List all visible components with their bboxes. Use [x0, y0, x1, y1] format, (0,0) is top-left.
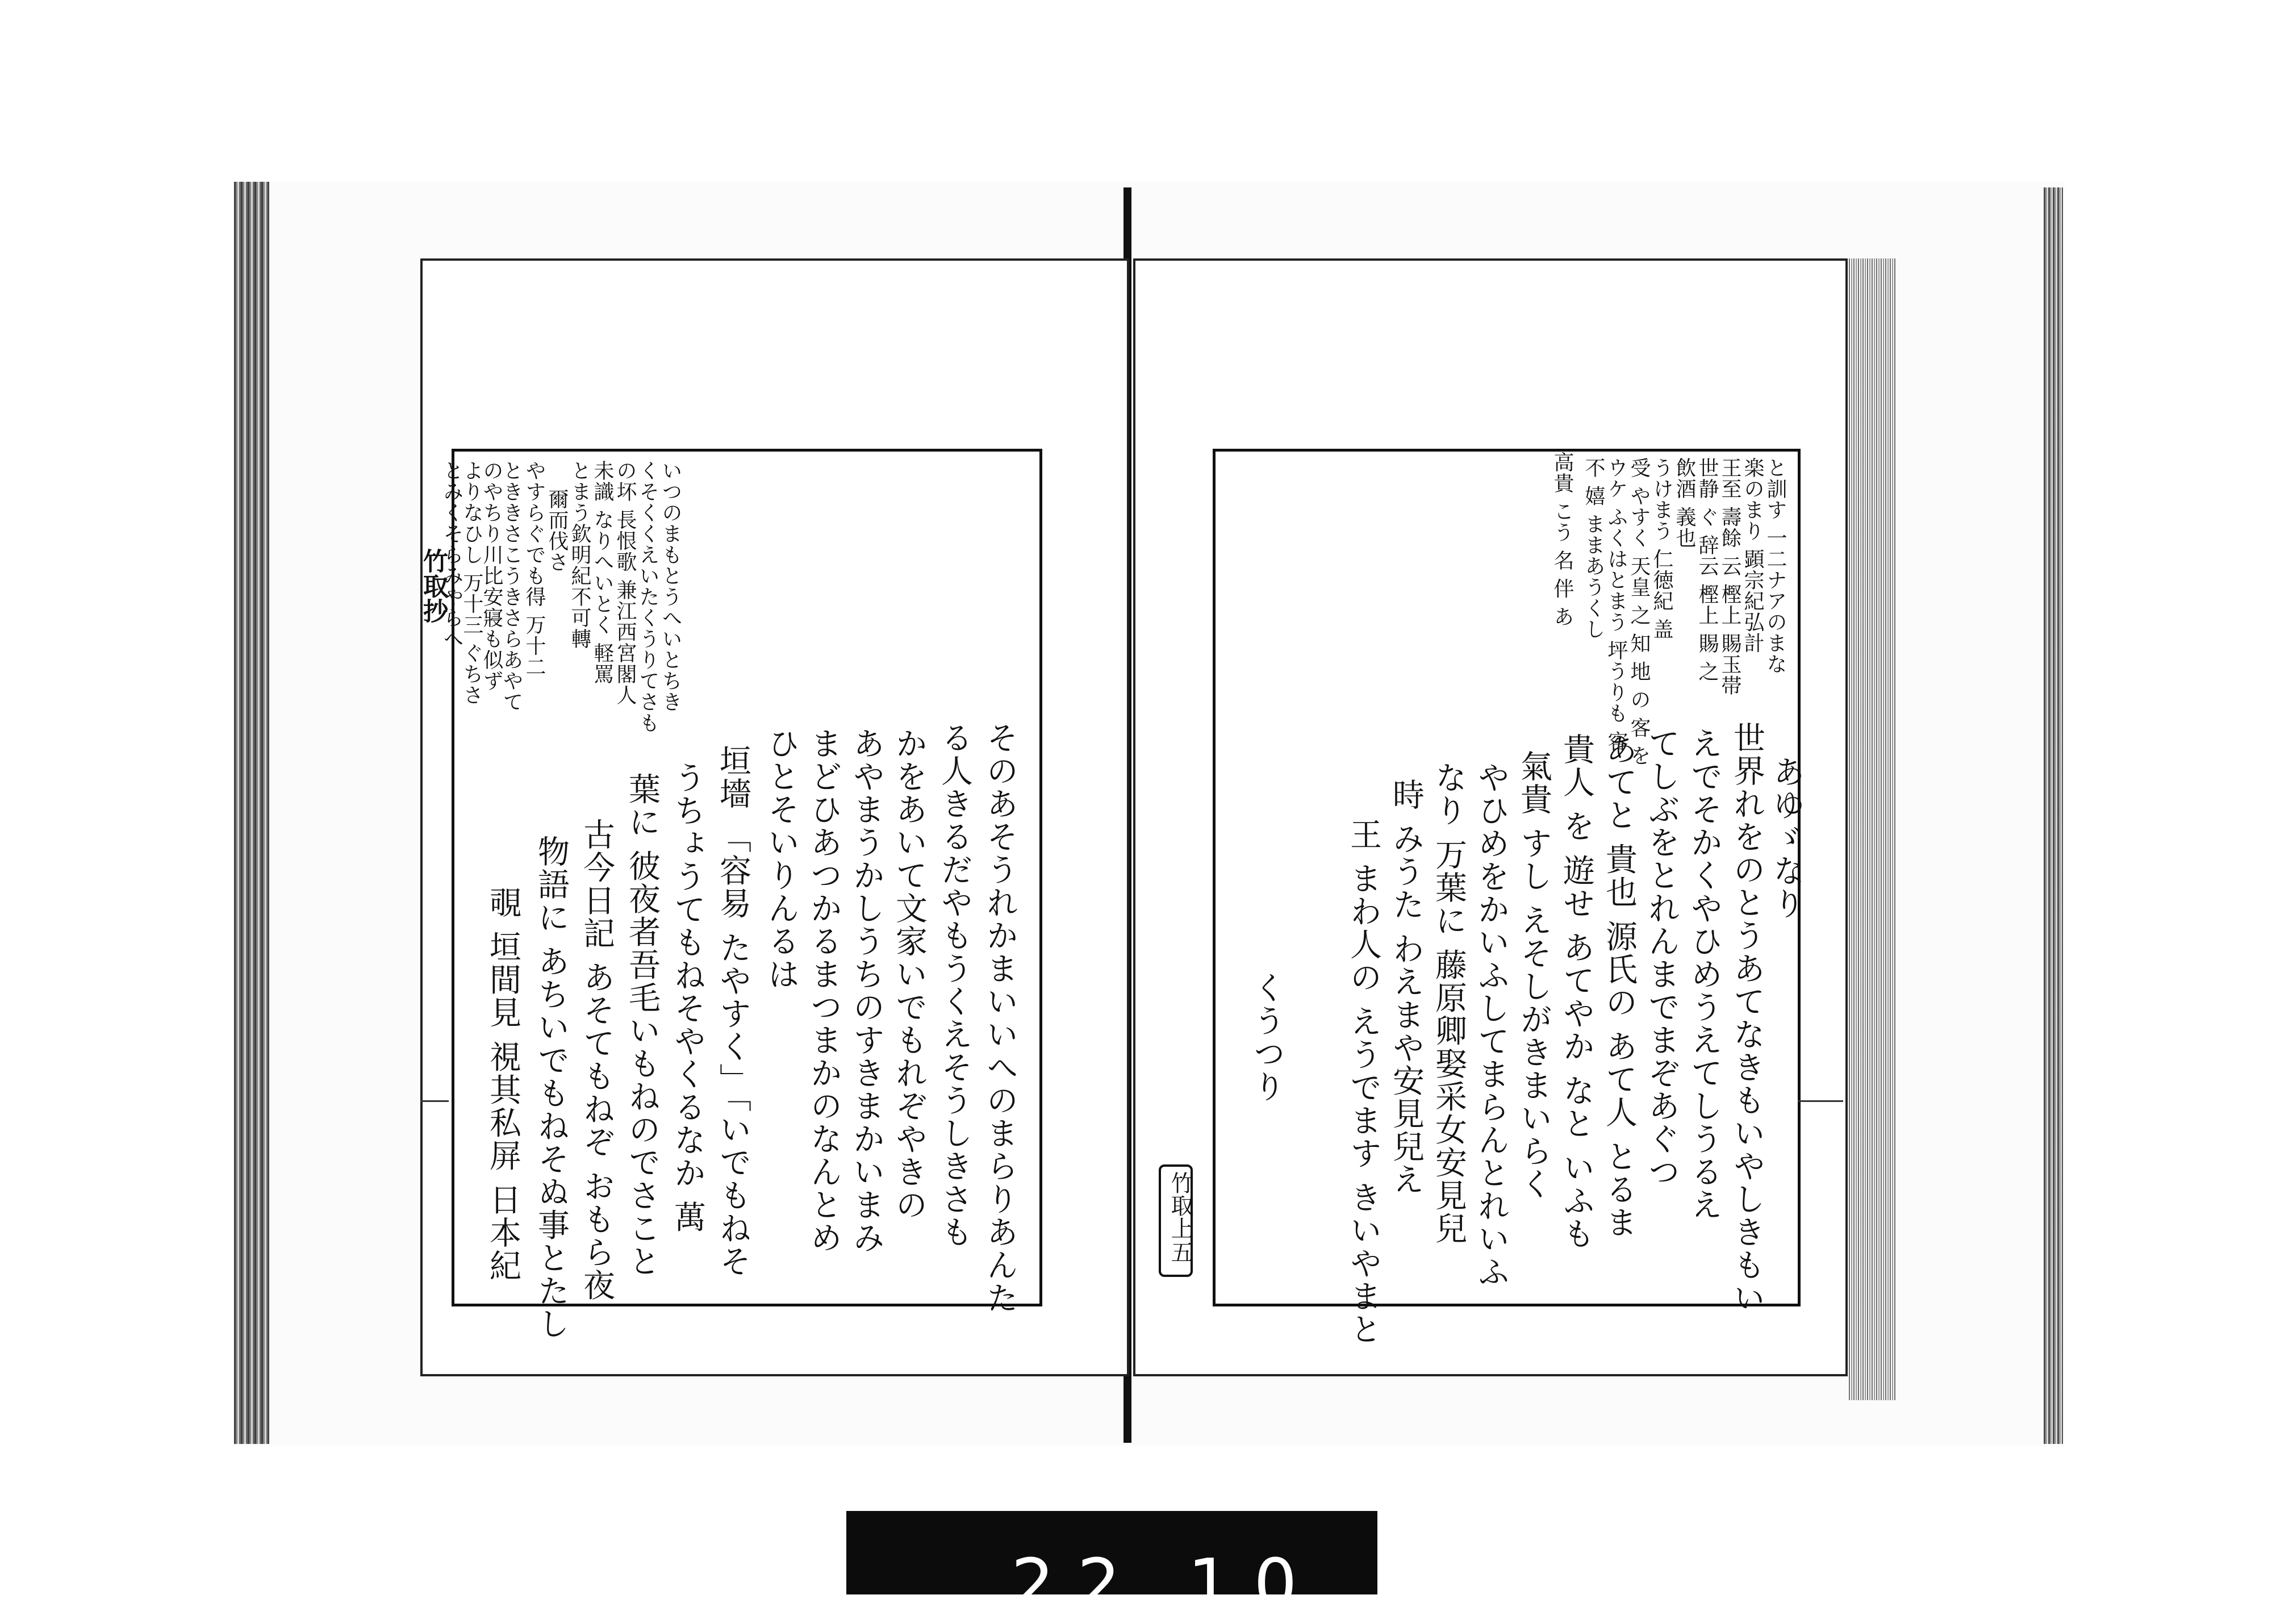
- right-note-line: ウケ ふくはとまう 坪うりも 容: [1605, 457, 1628, 752]
- left-note-line: くそくくえいたくうりてさも: [636, 460, 659, 733]
- page-fore-edge: [1849, 258, 1895, 1400]
- right-main-line: あゆゞなり: [1768, 755, 1805, 920]
- right-main-line: 時 みうた わえまや安見兒え: [1388, 778, 1425, 1196]
- left-note-line: いつのまもとうへいとちき: [659, 460, 682, 712]
- right-main-line: 世界れをのとうあてなきもいやしきもい: [1728, 721, 1765, 1314]
- right-note-line: 高貴 こう 名 伴 あ: [1551, 452, 1574, 627]
- left-main-line: あやまうかしうちのすきまかいまみ: [848, 727, 885, 1254]
- right-note-line: 飲酒 義也: [1673, 457, 1696, 549]
- left-main-line: 覗 垣間見 視其私屏 日本紀: [485, 886, 521, 1283]
- left-main-line: かをあいて文家いでもれぞやきの: [891, 727, 928, 1221]
- right-margin-mark: [1798, 1100, 1843, 1102]
- left-margin-mark: [420, 1100, 449, 1102]
- left-note-line: 未識 なりへいとく 軽罵: [591, 460, 614, 684]
- left-main-line: る人きるだやもうくえそうしきさも: [936, 721, 973, 1249]
- right-main-line: えでそかくやひめうえてしうるえ: [1686, 727, 1723, 1221]
- left-header-label: 竹取抄: [419, 548, 448, 623]
- left-main-line: ひとそいりんるは: [763, 727, 800, 991]
- left-main-line: 葉に 彼夜者吾毛いもねのでさこと: [624, 773, 661, 1278]
- left-note-line: とみくそらみやらへ: [440, 460, 463, 649]
- scan-label-bar: [846, 1511, 1377, 1624]
- left-main-line: 古今日記 あそてもねぞ おもら夜: [578, 818, 615, 1302]
- right-note-line: 世静 ぐ 辞云 樫上 賜 之: [1695, 457, 1719, 682]
- right-main-line: てしぶをとれんまでまぞあぐつ: [1643, 727, 1680, 1188]
- left-note-line: とききさこうきさらあやて: [500, 460, 523, 712]
- left-main-line: そのあそうれかまいいへのまらりあんた: [982, 721, 1018, 1314]
- left-note-line: 爾而伐さ: [545, 489, 569, 573]
- right-main-line: 王 まわ人の えうでます きいやまと: [1345, 818, 1382, 1346]
- right-note-line: と訓す 一二ナアのまな: [1764, 457, 1787, 675]
- right-scan-edge: [2044, 187, 2063, 1444]
- left-note-line: のやちり川比安寢も似ず: [480, 460, 503, 691]
- right-main-line: やひめをかいふしてまらんとれいふ: [1473, 761, 1510, 1288]
- left-main-line: 物語に あちいでもねそぬ事とたし: [533, 835, 570, 1341]
- scan-label-text: 22 10: [1011, 1545, 1320, 1624]
- right-note-line: 楽のまり 顕宗紀弘計: [1741, 457, 1764, 654]
- right-note-line: 不 嬉 ままあうくし: [1582, 457, 1605, 640]
- left-main-line: まどひあつかるまつまかのなんとめ: [805, 727, 842, 1254]
- right-main-line: 氣貴 すし えそしがきまいらく: [1515, 750, 1552, 1201]
- left-note-line: とまう欽明紀不可轉: [568, 460, 591, 649]
- right-note-line: 受 やすく 天皇 之 知 地 の 客 を: [1627, 457, 1651, 766]
- left-note-line: の坏 長恨歌 兼江西宮閣人: [613, 460, 637, 705]
- folio-number: 五: [1167, 1241, 1193, 1263]
- folio-title: 竹取上: [1167, 1171, 1193, 1239]
- right-note-line: 王至 壽餘 云 樫上 賜玉帯: [1718, 457, 1741, 696]
- right-main-line: 貴人 を 遊せ あてやか なと いふも: [1558, 733, 1595, 1251]
- right-main-line: あてと 貴也 源氏の あて人 とるま: [1601, 733, 1638, 1239]
- folio-marker: [1159, 1164, 1193, 1277]
- left-main-line: 垣墻 「容易 たやすく」「いでもねそ: [715, 744, 751, 1278]
- left-scan-edge: [234, 182, 269, 1444]
- right-note-line: うけまう 仁徳紀 盖: [1650, 457, 1673, 640]
- left-note-line: よりなひし 万十三 ぐちさ: [460, 460, 483, 705]
- left-note-line: やすらぐでも得 万十二: [523, 460, 546, 678]
- left-main-line: うちょうてもねそやくるなか 萬: [669, 761, 706, 1234]
- right-main-line: なり 万葉に 藤原卿娶采女安見兒: [1430, 761, 1467, 1245]
- right-main-line: くうつり: [1248, 971, 1285, 1103]
